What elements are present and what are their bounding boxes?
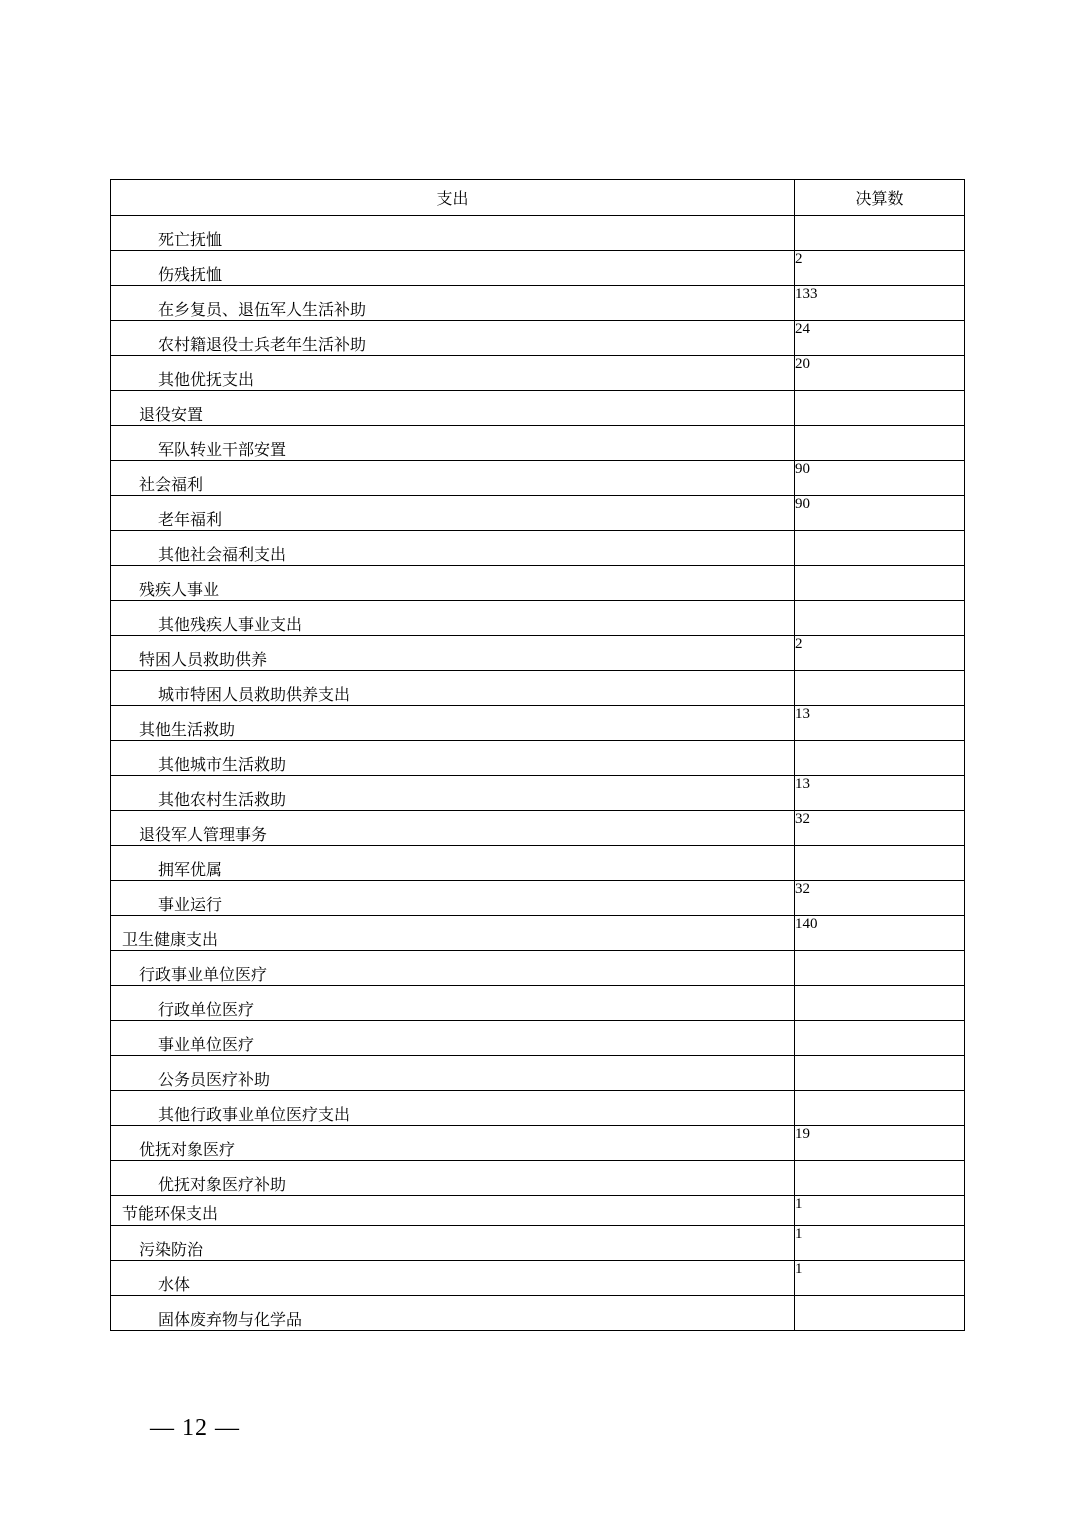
row-item-value bbox=[795, 951, 965, 986]
table-row bbox=[111, 531, 965, 566]
row-item-value: 19 bbox=[795, 1126, 965, 1161]
row-item-name: 老年福利 bbox=[111, 496, 795, 531]
row-item-value bbox=[795, 671, 965, 706]
row-item-value bbox=[795, 1296, 965, 1331]
table-header-row bbox=[111, 180, 965, 216]
row-item-value bbox=[795, 1161, 965, 1196]
row-item-name: 特困人员救助供养 bbox=[111, 636, 795, 671]
row-item-name: 死亡抚恤 bbox=[111, 216, 795, 251]
row-item-value bbox=[795, 846, 965, 881]
row-item-name: 退役军人管理事务 bbox=[111, 811, 795, 846]
row-item-value bbox=[795, 566, 965, 601]
table-row bbox=[111, 601, 965, 636]
table-row bbox=[111, 741, 965, 776]
table-row bbox=[111, 671, 965, 706]
row-item-name: 其他城市生活救助 bbox=[111, 741, 795, 776]
table-row bbox=[111, 846, 965, 881]
row-item-value: 32 bbox=[795, 881, 965, 916]
row-item-name: 行政单位医疗 bbox=[111, 986, 795, 1021]
table-row bbox=[111, 566, 965, 601]
row-item-name: 拥军优属 bbox=[111, 846, 795, 881]
row-item-value: 32 bbox=[795, 811, 965, 846]
row-item-name: 城市特困人员救助供养支出 bbox=[111, 671, 795, 706]
table-row bbox=[111, 426, 965, 461]
row-item-name: 优抚对象医疗补助 bbox=[111, 1161, 795, 1196]
table-row bbox=[111, 216, 965, 251]
table-row bbox=[111, 391, 965, 426]
row-item-value: 13 bbox=[795, 776, 965, 811]
row-item-name: 事业单位医疗 bbox=[111, 1021, 795, 1056]
row-item-value bbox=[795, 1056, 965, 1091]
table-row bbox=[111, 916, 965, 951]
row-item-name: 其他社会福利支出 bbox=[111, 531, 795, 566]
table-row bbox=[111, 461, 965, 496]
row-item-value bbox=[795, 531, 965, 566]
row-item-name: 军队转业干部安置 bbox=[111, 426, 795, 461]
table-row bbox=[111, 1021, 965, 1056]
table-row bbox=[111, 1056, 965, 1091]
row-item-name: 农村籍退役士兵老年生活补助 bbox=[111, 321, 795, 356]
table-row bbox=[111, 321, 965, 356]
row-item-name: 事业运行 bbox=[111, 881, 795, 916]
row-item-name: 水体 bbox=[111, 1261, 795, 1296]
row-item-name: 社会福利 bbox=[111, 461, 795, 496]
row-item-value: 133 bbox=[795, 286, 965, 321]
table-row bbox=[111, 496, 965, 531]
row-item-value bbox=[795, 391, 965, 426]
row-item-name: 退役安置 bbox=[111, 391, 795, 426]
expenditure-table bbox=[110, 179, 965, 1331]
row-item-name: 固体废弃物与化学品 bbox=[111, 1296, 795, 1331]
table-row bbox=[111, 636, 965, 671]
row-item-value: 2 bbox=[795, 636, 965, 671]
row-item-name: 残疾人事业 bbox=[111, 566, 795, 601]
row-item-name: 优抚对象医疗 bbox=[111, 1126, 795, 1161]
table-row bbox=[111, 1226, 965, 1261]
table-row bbox=[111, 251, 965, 286]
row-item-name: 污染防治 bbox=[111, 1226, 795, 1261]
table-row bbox=[111, 1091, 965, 1126]
row-item-value bbox=[795, 601, 965, 636]
table-body bbox=[111, 216, 965, 1331]
row-item-name: 伤残抚恤 bbox=[111, 251, 795, 286]
header-final-amount: 决算数 bbox=[795, 180, 965, 216]
row-item-value: 2 bbox=[795, 251, 965, 286]
row-item-value: 1 bbox=[795, 1261, 965, 1296]
table-row bbox=[111, 1261, 965, 1296]
page-number: — 12 — bbox=[150, 1415, 240, 1441]
row-item-value bbox=[795, 986, 965, 1021]
table-row bbox=[111, 881, 965, 916]
table-row bbox=[111, 1296, 965, 1331]
table-row bbox=[111, 356, 965, 391]
row-item-value bbox=[795, 426, 965, 461]
table-row bbox=[111, 706, 965, 741]
table-row bbox=[111, 1161, 965, 1196]
row-item-value: 20 bbox=[795, 356, 965, 391]
row-item-value: 1 bbox=[795, 1226, 965, 1261]
row-item-value bbox=[795, 1021, 965, 1056]
table-row bbox=[111, 811, 965, 846]
row-item-name: 在乡复员、退伍军人生活补助 bbox=[111, 286, 795, 321]
row-item-name: 其他生活救助 bbox=[111, 706, 795, 741]
row-item-value: 90 bbox=[795, 461, 965, 496]
table-row bbox=[111, 286, 965, 321]
row-item-name: 节能环保支出 bbox=[111, 1196, 795, 1226]
row-item-name: 其他农村生活救助 bbox=[111, 776, 795, 811]
row-item-value: 90 bbox=[795, 496, 965, 531]
header-expenditure: 支出 bbox=[111, 180, 795, 216]
row-item-name: 其他残疾人事业支出 bbox=[111, 601, 795, 636]
row-item-value: 13 bbox=[795, 706, 965, 741]
row-item-value bbox=[795, 216, 965, 251]
row-item-name: 行政事业单位医疗 bbox=[111, 951, 795, 986]
row-item-name: 卫生健康支出 bbox=[111, 916, 795, 951]
table-row bbox=[111, 951, 965, 986]
table-row bbox=[111, 1196, 965, 1226]
row-item-value bbox=[795, 741, 965, 776]
table-row bbox=[111, 986, 965, 1021]
row-item-value: 140 bbox=[795, 916, 965, 951]
row-item-value: 24 bbox=[795, 321, 965, 356]
table-row bbox=[111, 776, 965, 811]
row-item-name: 其他行政事业单位医疗支出 bbox=[111, 1091, 795, 1126]
table-row bbox=[111, 1126, 965, 1161]
row-item-value bbox=[795, 1091, 965, 1126]
row-item-name: 公务员医疗补助 bbox=[111, 1056, 795, 1091]
row-item-value: 1 bbox=[795, 1196, 965, 1226]
row-item-name: 其他优抚支出 bbox=[111, 356, 795, 391]
